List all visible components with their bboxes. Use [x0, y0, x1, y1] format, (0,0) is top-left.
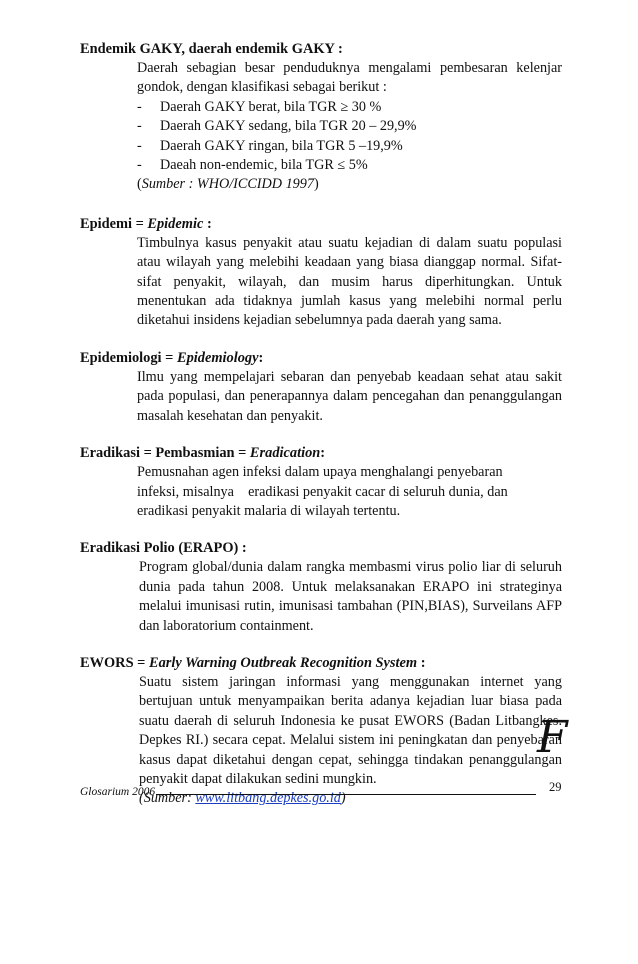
definition-line: Pemusnahan agen infeksi dalam upaya menghalangi penyebaran [137, 464, 503, 481]
definition-text: Suatu sistem jaringan informasi yang menggunakan internet yang bertujuan untuk menyampaikan berita adanya kejadian luar biasa pada suatu daerah di seluruh Indonesia ke pusat EWORS (Badan Litbangkes. Depkes RI.) secara cepat. Melalui sistem ini peningkatan dan penyebaran kasus dapat diketahui dengan cepat, sehingga tindakan penanggulangan penyakit dapat dilakukan sedini mungkin. [139, 673, 562, 787]
glossary-entry-epidemi [80, 215, 562, 331]
footer-rule [156, 784, 536, 795]
source-citation: (Sumber: www.litbang.depkes.go.id) [139, 790, 346, 807]
entry-term: Endemik GAKY, daerah endemik GAKY : [80, 41, 343, 57]
definition-line: infeksi, misalnya eradikasi penyakit cacar di seluruh dunia, dan [137, 483, 508, 500]
entry-term: Epidemiologi = Epidemiology: [80, 349, 264, 366]
source-citation: (Sumber : WHO/ICCIDD 1997) [137, 176, 319, 193]
footer-label: Glosarium 2006 [80, 786, 156, 798]
source-link[interactable]: www.litbang.depkes.go.id [195, 790, 341, 807]
classification-list [137, 98, 562, 176]
entry-term: Eradikasi Polio (ERAPO) : [80, 540, 247, 557]
list-item: - Daerah GAKY ringan, bila TGR 5 –19,9% [137, 137, 403, 154]
page-footer [80, 784, 564, 798]
entry-definition [139, 558, 562, 636]
entry-definition [137, 368, 562, 426]
entry-definition [137, 463, 562, 521]
definition-text: Timbulnya kasus penyakit atau suatu kejadian di dalam suatu populasi atau wilayah yang melebihi keadaan yang biasa dianggap normal. Sifat-sifat penyakit, wilayah, dan musim harus diperhitungkan. Untuk menentukan ada tidaknya jumlah kasus yang melebihi normal perlu diketahui insidens kejadian sebelumnya pada daerah yang sama. [137, 234, 562, 329]
entry-term: Epidemi = Epidemic : [80, 215, 212, 232]
list-item: - Daeah non-endemic, bila TGR ≤ 5% [137, 157, 368, 174]
glossary-entry-epidemiologi [80, 349, 562, 426]
list-item: - Daerah GAKY berat, bila TGR ≥ 30 % [137, 98, 382, 115]
entry-definition [137, 234, 562, 331]
entry-term: Eradikasi = Pembasmian = Eradication: [80, 445, 326, 462]
document-page [80, 40, 562, 809]
page-number: 29 [549, 780, 562, 794]
glossary-entry-eradikasi-polio [80, 539, 562, 636]
glossary-entry-endemik-gaky [80, 40, 562, 195]
entry-definition [137, 59, 562, 195]
definition-text: Program global/dunia dalam rangka membasmi virus polio liar di seluruh dunia pada tahun 2008. Untuk melaksanakan ERAPO ini strateginya melalui imunisasi rutin, imunisasi tambahan (PIN,BIAS), Surveilans AFP dan laboratorium containment. [139, 559, 562, 634]
section-letter: F [537, 712, 568, 763]
list-item: - Daerah GAKY sedang, bila TGR 20 – 29,9% [137, 118, 417, 135]
glossary-entry-eradikasi [80, 444, 562, 521]
entry-term: EWORS = Early Warning Outbreak Recognition System : [80, 654, 426, 671]
definition-text: Ilmu yang mempelajari sebaran dan penyebab keadaan sehat atau sakit pada populasi, dan penerapannya dalam pencegahan dan penanggulangan masalah kesehatan dan penyakit. [137, 368, 562, 424]
definition-line: eradikasi penyakit malaria di wilayah tertentu. [137, 502, 401, 519]
definition-text: Daerah sebagian besar penduduknya mengalami pembesaran kelenjar gondok, dengan klasifikasi sebagai berikut : [137, 60, 562, 96]
